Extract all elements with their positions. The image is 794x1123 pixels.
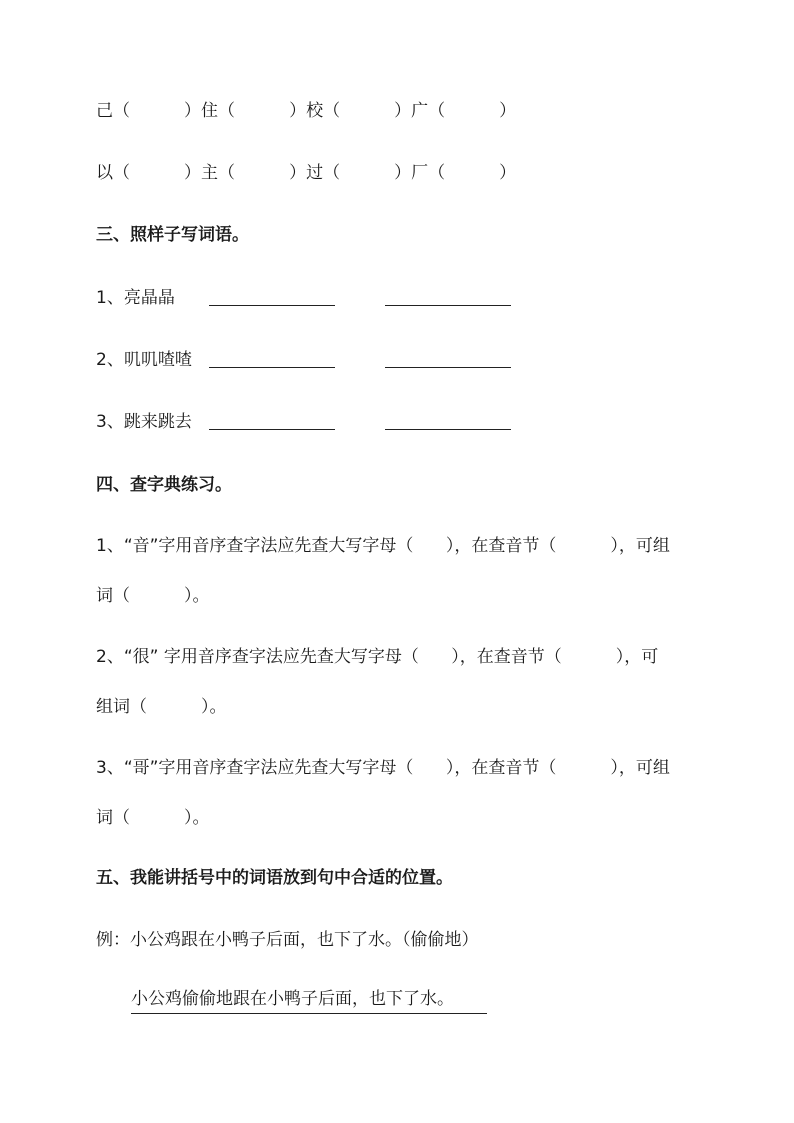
answer-blank-1b[interactable] — [385, 305, 511, 306]
dict-question-1-line1: 1、“音”字用音序查字法应先查大写字母（ ），在查音节（ ），可组 — [96, 536, 670, 556]
dict-question-3-line2: 词（ ）。 — [96, 808, 210, 828]
answer-blank-3b[interactable] — [385, 429, 511, 430]
fill-row-1: 己（ ）住（ ）校（ ）广（ ） — [96, 101, 517, 121]
section-five-heading: 五、我能讲括号中的词语放到句中合适的位置。 — [96, 868, 453, 888]
answer-blank-2a[interactable] — [209, 367, 335, 368]
word-item-1: 1、亮晶晶 — [96, 288, 175, 308]
dict-question-1-line2: 词（ ）。 — [96, 586, 210, 606]
section-four-heading: 四、查字典练习。 — [96, 475, 232, 495]
answer-blank-1a[interactable] — [209, 305, 335, 306]
fill-row-2: 以（ ）主（ ）过（ ）厂（ ） — [96, 163, 517, 183]
answer-blank-3a[interactable] — [209, 429, 335, 430]
word-item-2: 2、叽叽喳喳 — [96, 350, 192, 370]
dict-question-2-line2: 组词（ ）。 — [96, 697, 227, 717]
word-item-3: 3、跳来跳去 — [96, 412, 192, 432]
example-answer: 小公鸡偷偷地跟在小鸭子后面，也下了水。 — [131, 989, 454, 1009]
example-answer-underline — [131, 1013, 487, 1014]
answer-blank-2b[interactable] — [385, 367, 511, 368]
dict-question-3-line1: 3、“哥”字用音序查字法应先查大写字母（ ），在查音节（ ），可组 — [96, 758, 670, 778]
example-sentence: 例：小公鸡跟在小鸭子后面，也下了水。（偷偷地） — [96, 930, 479, 950]
dict-question-2-line1: 2、“很” 字用音序查字法应先查大写字母（ ），在查音节（ ），可 — [96, 647, 659, 667]
section-three-heading: 三、照样子写词语。 — [96, 225, 249, 245]
